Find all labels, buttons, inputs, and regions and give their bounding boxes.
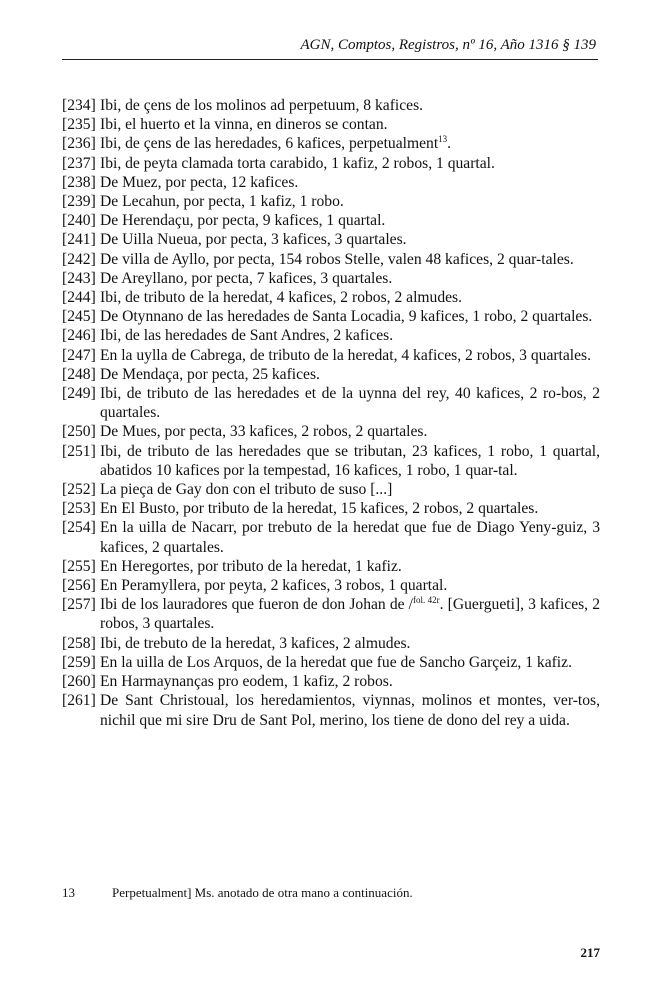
entry-row — [62, 288, 600, 307]
entry-text — [100, 250, 600, 269]
entry-row — [62, 269, 600, 288]
entry-row — [62, 653, 600, 672]
entry-row — [62, 499, 600, 518]
entry-number: [257] — [62, 596, 96, 614]
entry-text — [100, 115, 600, 134]
entry-text — [100, 480, 600, 499]
entry-main-text: En la uilla de Los Arquos, de la heredat que fue de Sancho Garçeiz, 1 kafiz. — [100, 653, 572, 671]
entry-row — [62, 326, 600, 345]
entry-row — [62, 672, 600, 691]
entry-row — [62, 576, 600, 595]
entry-main-text: En Harmaynanças pro eodem, 1 kafiz, 2 robos. — [100, 673, 393, 691]
entry-number: [237] — [62, 154, 96, 172]
entry-text — [100, 691, 600, 729]
entry-text — [100, 365, 600, 384]
entry-text — [100, 422, 600, 441]
entry-main-text: En Peramyllera, por peyta, 2 kafices, 3 robos, 1 quartal. — [100, 577, 448, 595]
entry-main-text: En Heregortes, por tributo de la heredat, 1 kafiz. — [100, 557, 402, 575]
entry-row — [62, 480, 600, 499]
page-number: 217 — [580, 945, 600, 960]
entry-row — [62, 634, 600, 653]
entry-main-text: Ibi, de çens de las heredades, 6 kafices, perpetualment — [100, 135, 439, 153]
entry-tail-text: . — [447, 135, 452, 153]
entry-main-text: En El Busto, por tributo de la heredat, 15 kafices, 2 robos, 2 quartales. — [100, 500, 539, 518]
entry-row — [62, 211, 600, 230]
entry-row — [62, 422, 600, 441]
entry-text — [100, 230, 600, 249]
entry-number: [247] — [62, 346, 96, 364]
entry-row — [62, 595, 600, 633]
entry-number: [258] — [62, 634, 96, 652]
entry-main-text: De Sant Christoual, los heredamientos, viynnas, molinos et montes, ver-tos, nichil que mi sire Dru de Sant Pol, merino, los tiene de dono del rey a uida. — [100, 692, 600, 729]
running-head-text: AGN, Comptos, Registros, nº 16, Año 1316 § 139 — [300, 37, 596, 53]
entry-row — [62, 691, 600, 729]
entry-row — [62, 154, 600, 173]
entry-number: [236] — [62, 135, 96, 153]
entry-text — [100, 518, 600, 556]
entry-text — [100, 442, 600, 480]
entry-text — [100, 211, 600, 230]
entry-main-text: En la uilla de Nacarr, por trebuto de la heredat que fue de Diago Yeny-guiz, 3 kafices, 2 quartales. — [100, 519, 600, 556]
entry-number: [249] — [62, 385, 96, 403]
entry-row — [62, 365, 600, 384]
entry-text — [100, 326, 600, 345]
entry-text — [100, 192, 600, 211]
entry-number: [256] — [62, 577, 96, 595]
entry-superscript: fol. 42r — [412, 595, 440, 606]
entry-number: [234] — [62, 97, 96, 114]
header-rule — [62, 59, 598, 60]
entry-number: [243] — [62, 269, 96, 287]
entry-row — [62, 442, 600, 480]
entry-main-text: De Muez, por pecta, 12 kafices. — [100, 173, 299, 191]
entry-text — [100, 653, 600, 672]
entry-number: [261] — [62, 692, 96, 710]
entry-number: [259] — [62, 653, 96, 671]
entry-main-text: De Uilla Nueua, por pecta, 3 kafices, 3 quartales. — [100, 231, 407, 249]
entry-main-text: De Mues, por pecta, 33 kafices, 2 robos, 2 quartales. — [100, 423, 428, 441]
entry-row — [62, 307, 600, 326]
entry-main-text: Ibi, el huerto et la vinna, en dineros se contan. — [100, 116, 388, 134]
entry-row — [62, 557, 600, 576]
entry-text — [100, 557, 600, 576]
entry-number: [242] — [62, 250, 96, 268]
entry-text — [100, 134, 600, 153]
entry-main-text: De Mendaça, por pecta, 25 kafices. — [100, 365, 320, 383]
entry-number: [253] — [62, 500, 96, 518]
entry-main-text: Ibi, de tributo de las heredades que se tributan, 23 kafices, 1 robo, 1 quartal, abatidos 10 kafices por la tempestad, 16 kafices, 1 robo, 1 quar-tal. — [100, 442, 600, 479]
entry-row — [62, 518, 600, 556]
entry-number: [239] — [62, 193, 96, 211]
entry-text — [100, 634, 600, 653]
running-header — [62, 34, 598, 60]
entry-text — [100, 384, 600, 422]
entry-text — [100, 173, 600, 192]
entry-row — [62, 250, 600, 269]
entry-number: [260] — [62, 673, 96, 691]
entry-main-text: De Areyllano, por pecta, 7 kafices, 3 quartales. — [100, 269, 393, 287]
entry-text — [100, 672, 600, 691]
entry-main-text: Ibi de los lauradores que fueron de don Johan de / — [100, 596, 413, 614]
entry-number: [252] — [62, 481, 96, 499]
entry-main-text: De Herendaçu, por pecta, 9 kafices, 1 quartal. — [100, 212, 386, 230]
entry-main-text: En la uylla de Cabrega, de tributo de la heredat, 4 kafices, 2 robos, 3 quartales. — [100, 346, 592, 364]
entry-row — [62, 346, 600, 365]
entry-text — [100, 288, 600, 307]
entry-number: [246] — [62, 327, 96, 345]
entry-text — [100, 595, 600, 633]
entry-main-text: Ibi, de çens de los molinos ad perpetuum, 8 kafices. — [100, 97, 424, 114]
entry-text — [100, 499, 600, 518]
entry-main-text: De Otynnano de las heredades de Santa Locadia, 9 kafices, 1 robo, 2 quartales. — [100, 308, 593, 326]
entry-number: [238] — [62, 173, 96, 191]
entry-row — [62, 134, 600, 153]
entry-main-text: La pieça de Gay don con el tributo de suso [...] — [100, 481, 393, 499]
entry-main-text: Ibi, de tributo de las heredades et de la uynna del rey, 40 kafices, 2 ro-bos, 2 quartales. — [100, 385, 600, 422]
entry-row — [62, 384, 600, 422]
entry-text — [100, 576, 600, 595]
entry-number: [241] — [62, 231, 96, 249]
entry-number: [248] — [62, 365, 96, 383]
entry-text — [100, 346, 600, 365]
entry-tail-text: . [Guergueti], 3 kafices, 2 robos, 3 quartales. — [100, 596, 600, 633]
footnote-text: Perpetualment] Ms. anotado de otra mano a continuación. — [112, 885, 413, 900]
entry-row — [62, 115, 600, 134]
entry-number: [254] — [62, 519, 96, 537]
entry-number: [244] — [62, 289, 96, 307]
entry-main-text: Ibi, de trebuto de la heredat, 3 kafices, 2 almudes. — [100, 634, 411, 652]
entry-main-text: Ibi, de tributo de la heredat, 4 kafices, 2 robos, 2 almudes. — [100, 289, 463, 307]
entry-main-text: Ibi, de peyta clamada torta carabido, 1 kafiz, 2 robos, 1 quartal. — [100, 154, 495, 172]
entry-row — [62, 230, 600, 249]
entry-text — [100, 307, 600, 326]
entry-number: [240] — [62, 212, 96, 230]
entry-number: [245] — [62, 308, 96, 326]
entry-number: [235] — [62, 116, 96, 134]
entry-row — [62, 173, 600, 192]
entry-main-text: De villa de Ayllo, por pecta, 154 robos Stelle, valen 48 kafices, 2 quar-tales. — [100, 250, 574, 268]
entry-row — [62, 96, 600, 115]
entry-main-text: De Lecahun, por pecta, 1 kafiz, 1 robo. — [100, 193, 344, 211]
footnote — [62, 885, 600, 901]
entry-text — [100, 154, 600, 173]
entry-number: [250] — [62, 423, 96, 441]
footnote-number: 13 — [62, 885, 75, 900]
entry-list — [62, 96, 600, 730]
entry-main-text: Ibi, de las heredades de Sant Andres, 2 kafices. — [100, 327, 394, 345]
entry-text — [100, 269, 600, 288]
entry-number: [251] — [62, 442, 96, 460]
entry-superscript: 13 — [438, 134, 448, 145]
entry-number: [255] — [62, 557, 96, 575]
entry-row — [62, 192, 600, 211]
entry-text — [100, 96, 600, 115]
